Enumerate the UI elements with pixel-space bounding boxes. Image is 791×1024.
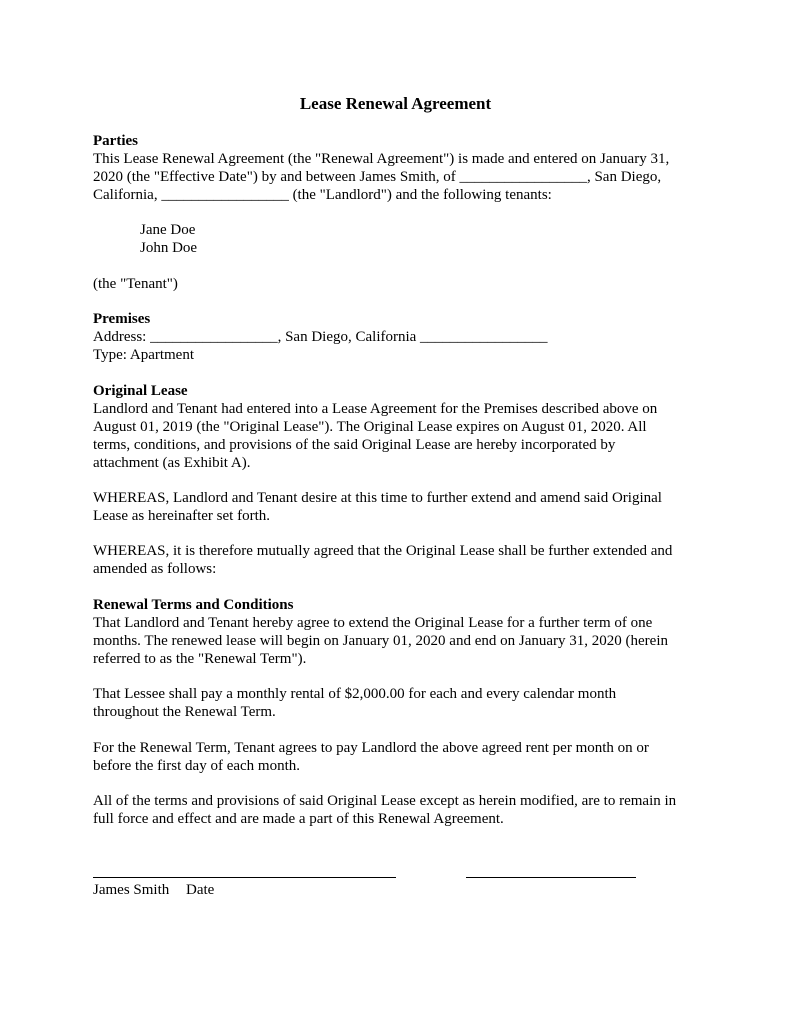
parties-line-2: 2020 (the "Effective Date") by and between James Smith, of _________________, San Diego, <box>93 169 662 185</box>
whereas-paragraph-1 <box>93 489 703 525</box>
rent-paragraph <box>93 685 703 721</box>
terms-remain-paragraph <box>93 792 703 828</box>
rent-line-1: That Lessee shall pay a monthly rental of $2,000.00 for each and every calendar month <box>93 686 617 702</box>
parties-section <box>93 132 703 204</box>
signer-name: James Smith <box>93 882 170 898</box>
whereas-2-line-2: amended as follows: <box>93 561 217 577</box>
whereas-paragraph-2 <box>93 542 703 578</box>
original-lease-line-4: attachment (as Exhibit A). <box>93 455 251 471</box>
whereas-2-line-1: WHEREAS, it is therefore mutually agreed that the Original Lease shall be further extended and <box>93 543 673 559</box>
signature-date-label: Date <box>186 882 215 898</box>
original-lease-heading: Original Lease <box>93 383 188 399</box>
rent-line-2: throughout the Renewal Term. <box>93 704 276 720</box>
parties-heading: Parties <box>93 133 138 149</box>
original-lease-section <box>93 382 703 472</box>
premises-heading: Premises <box>93 311 151 327</box>
tenant-label: (the "Tenant") <box>93 276 178 292</box>
terms-remain-line-2: full force and effect and are made a part of this Renewal Agreement. <box>93 811 504 827</box>
renewal-terms-heading: Renewal Terms and Conditions <box>93 597 294 613</box>
signature-line-date <box>466 877 636 878</box>
payment-line-2: before the first day of each month. <box>93 758 301 774</box>
parties-line-3: California, _________________ (the "Landlord") and the following tenants: <box>93 187 552 203</box>
payment-line-1: For the Renewal Term, Tenant agrees to pay Landlord the above agreed rent per month on or <box>93 740 649 756</box>
premises-type: Type: Apartment <box>93 347 195 363</box>
premises-section <box>93 310 703 364</box>
premises-address: Address: _________________, San Diego, California _________________ <box>93 329 548 345</box>
terms-remain-line-1: All of the terms and provisions of said Original Lease except as herein modified, are to remain in <box>93 793 677 809</box>
renewal-terms-line-1: That Landlord and Tenant hereby agree to extend the Original Lease for a further term of one <box>93 615 653 631</box>
tenant-name: John Doe <box>140 240 198 256</box>
renewal-terms-line-3: referred to as the "Renewal Term"). <box>93 651 307 667</box>
tenant-list <box>140 221 750 257</box>
renewal-terms-line-2: months. The renewed lease will begin on January 01, 2020 and end on January 31, 2020 (herein <box>93 633 668 649</box>
tenant-label-block <box>93 275 703 293</box>
original-lease-line-3: terms, conditions, and provisions of the said Original Lease are hereby incorporated by <box>93 437 616 453</box>
original-lease-line-1: Landlord and Tenant had entered into a Lease Agreement for the Premises described above on <box>93 401 658 417</box>
renewal-terms-section <box>93 596 703 668</box>
parties-line-1: This Lease Renewal Agreement (the "Renewal Agreement") is made and entered on January 31, <box>93 151 670 167</box>
signature-line-landlord <box>93 877 396 878</box>
payment-paragraph <box>93 739 703 775</box>
whereas-1-line-1: WHEREAS, Landlord and Tenant desire at this time to further extend and amend said Original <box>93 490 662 506</box>
whereas-1-line-2: Lease as hereinafter set forth. <box>93 508 270 524</box>
document-title: Lease Renewal Agreement <box>299 94 492 113</box>
original-lease-line-2: August 01, 2019 (the "Original Lease"). The Original Lease expires on August 01, 2020. All <box>93 419 647 435</box>
tenant-name: Jane Doe <box>140 222 196 238</box>
